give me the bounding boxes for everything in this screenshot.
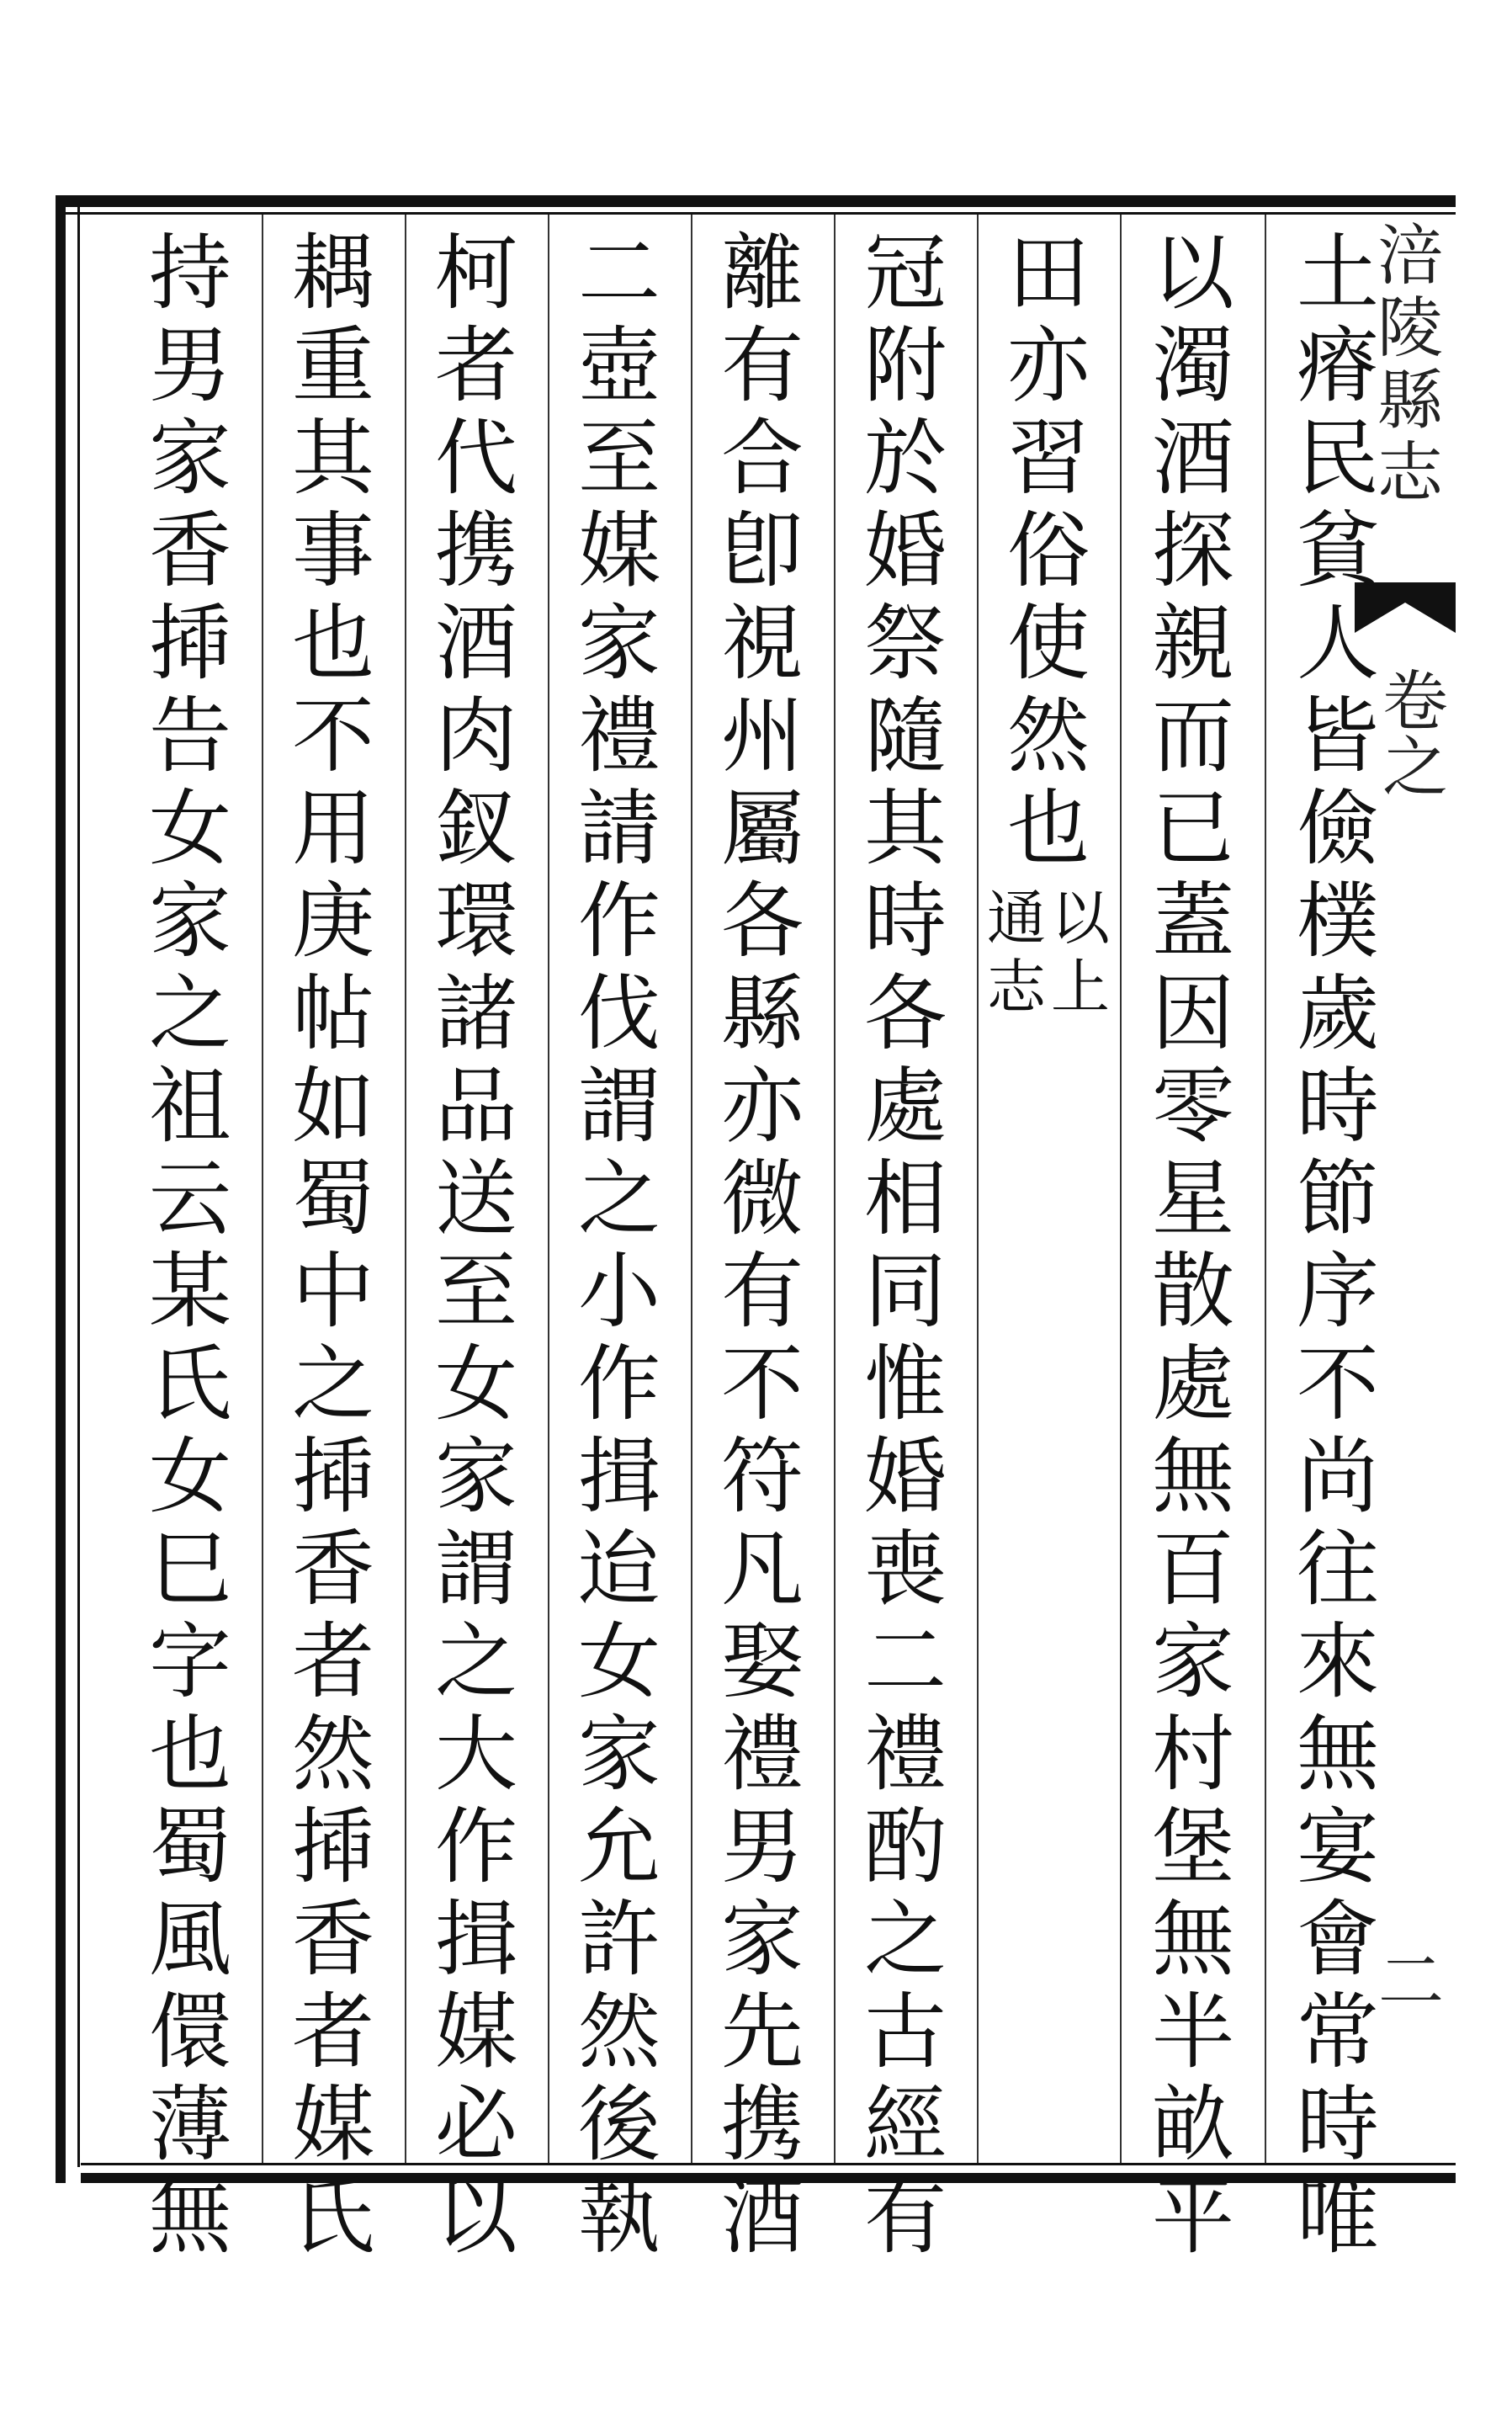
text-character: 瘠 [1296,318,1379,414]
text-character: 使 [1006,596,1090,692]
text-character: 俗 [1006,503,1090,599]
text-character: 蜀 [148,1799,231,1895]
text-character: 尚 [1296,1429,1379,1525]
text-character: 字 [148,1614,231,1710]
text-character: 某 [148,1244,231,1340]
text-character: 香 [148,503,231,599]
text-character: 也 [291,596,374,692]
text-character: 者 [291,1614,374,1710]
text-character: 諸 [434,966,517,1062]
text-character: 釵 [434,781,517,877]
text-character: 氏 [148,1336,231,1432]
text-character: 惟 [863,1336,947,1432]
annotation-character: 通 [987,884,1046,953]
text-character: 其 [291,411,374,507]
text-character: 伐 [577,966,661,1062]
text-character: 百 [1151,1522,1234,1618]
text-character: 之 [434,1614,517,1710]
text-character: 家 [148,874,231,969]
text-character: 禮 [720,1707,804,1803]
text-character: 然 [291,1707,374,1803]
text-character: 女 [148,781,231,877]
text-column [413,227,539,2264]
source-annotation [985,884,1111,1022]
text-character: 亦 [1006,318,1090,414]
text-character: 至 [434,1244,517,1340]
text-character: 之 [863,1892,947,1988]
text-character: 合 [720,411,804,507]
text-character: 事 [291,503,374,599]
text-character: 以 [434,2170,517,2266]
text-character: 星 [1151,1151,1234,1247]
text-character: 媒 [577,503,661,599]
text-character: 風 [148,1892,231,1988]
text-character: 酌 [863,1799,947,1895]
text-character: 大 [434,1707,517,1803]
text-character: 皆 [1296,688,1379,784]
text-character: 也 [148,1707,231,1803]
text-character: 男 [148,318,231,414]
text-character: 有 [720,318,804,414]
text-character: 屬 [720,781,804,877]
text-character: 習 [1006,411,1090,507]
text-character: 零 [1151,1059,1234,1155]
text-character: 微 [720,1151,804,1247]
text-character: 婚 [863,1429,947,1525]
text-character: 於 [863,411,947,507]
text-character: 允 [577,1799,661,1895]
text-character: 女 [434,1336,517,1432]
text-character: 村 [1151,1707,1234,1803]
text-character: 民 [1296,411,1379,507]
text-column [985,227,1111,875]
frame-left-border [56,195,66,2183]
text-character: 各 [720,874,804,969]
text-character: 必 [434,2077,517,2173]
text-character: 家 [577,596,661,692]
column-divider [405,215,406,2163]
text-column [270,227,396,2264]
text-character: 肉 [434,688,517,784]
text-character: 時 [863,874,947,969]
column-divider [977,215,979,2163]
text-character: 柯 [434,226,517,321]
annotation-left [987,884,1046,1022]
text-character: 代 [434,411,517,507]
text-character: 許 [577,1892,661,1988]
text-character: 時 [1296,1059,1379,1155]
text-character: 揷 [148,596,231,692]
text-character: 謂 [577,1059,661,1155]
frame-top-inner-border [56,212,1456,215]
text-character: 執 [577,2170,661,2266]
text-character: 者 [291,1984,374,2080]
text-character: 卽 [720,503,804,599]
volume-label: 卷之 [1371,667,1447,798]
text-character: 土 [1296,226,1379,321]
text-character: 有 [863,2170,947,2266]
text-character: 然 [577,1984,661,2080]
text-character: 也 [1006,781,1090,877]
text-character: 男 [720,1799,804,1895]
text-character: 女 [148,1429,231,1525]
text-character: 蜀 [291,1151,374,1247]
annotation-character: 以 [1051,884,1110,953]
text-character: 中 [291,1244,374,1340]
text-character: 無 [1151,1429,1234,1525]
text-character: 唯 [1296,2170,1379,2266]
text-character: 來 [1296,1614,1379,1710]
annotation-character: 上 [1051,953,1110,1022]
column-divider [834,215,836,2163]
text-character: 耦 [291,226,374,321]
text-column [1275,227,1401,2264]
text-character: 處 [863,1059,947,1155]
text-character: 之 [291,1336,374,1432]
text-character: 不 [291,688,374,784]
text-character: 其 [863,781,947,877]
text-character: 家 [720,1892,804,1988]
text-character: 因 [1151,966,1234,1062]
text-character: 禮 [577,688,661,784]
column-divider [1120,215,1122,2163]
text-character: 縣 [720,966,804,1062]
text-character: 壺 [577,318,661,414]
column-divider [548,215,549,2163]
text-character: 娶 [720,1614,804,1710]
text-character: 時 [1296,2077,1379,2173]
text-character: 凡 [720,1522,804,1618]
text-character: 有 [720,1244,804,1340]
text-character: 同 [863,1244,947,1340]
text-character: 酒 [1151,411,1234,507]
text-character: 州 [720,688,804,784]
text-character: 畝 [1151,2077,1234,2173]
text-character: 蓋 [1151,874,1234,969]
column-divider [1265,215,1266,2163]
text-character: 小 [577,1244,661,1340]
text-character: 酒 [434,596,517,692]
text-character: 濁 [1151,318,1234,414]
text-character: 帖 [291,966,374,1062]
text-character: 先 [720,1984,804,2080]
text-character: 常 [1296,1984,1379,2080]
text-character: 田 [1006,226,1090,321]
text-character: 至 [577,411,661,507]
text-character: 酒 [720,2170,804,2266]
text-character: 之 [148,966,231,1062]
text-character: 薄 [148,2077,231,2173]
text-character: 會 [1296,1892,1379,1988]
text-character: 作 [434,1799,517,1895]
text-character: 携 [434,503,517,599]
text-character: 謂 [434,1522,517,1618]
text-character: 作 [577,1336,661,1432]
text-character: 儉 [1296,781,1379,877]
text-character: 附 [863,318,947,414]
text-character: 持 [148,226,231,321]
text-character: 然 [1006,688,1090,784]
text-character: 揷 [291,1799,374,1895]
text-character: 巳 [148,1522,231,1618]
text-character: 庚 [291,874,374,969]
annotation-right [1051,884,1110,1022]
text-character: 人 [1296,596,1379,692]
text-character: 環 [434,874,517,969]
text-character: 亦 [720,1059,804,1155]
text-character: 家 [148,411,231,507]
text-character: 經 [863,2077,947,2173]
text-character: 媒 [291,2077,374,2173]
text-character: 宴 [1296,1799,1379,1895]
text-character: 氏 [291,2170,374,2266]
text-column [842,227,968,2264]
text-character: 家 [577,1707,661,1803]
text-character: 家 [1151,1614,1234,1710]
text-character: 揷 [291,1429,374,1525]
text-character: 祭 [863,596,947,692]
text-character: 節 [1296,1151,1379,1247]
text-character: 半 [1151,1984,1234,2080]
column-divider [262,215,263,2163]
text-character: 者 [434,318,517,414]
text-character: 以 [1151,226,1234,321]
frame-left-inner-border [77,206,80,2167]
text-character: 用 [291,781,374,877]
text-character: 不 [1296,1336,1379,1432]
text-character: 香 [291,1522,374,1618]
text-character: 各 [863,966,947,1062]
text-character: 二 [577,226,661,321]
text-character: 携 [720,2077,804,2173]
text-character: 後 [577,2077,661,2173]
text-character: 貧 [1296,503,1379,599]
text-character: 如 [291,1059,374,1155]
text-character: 家 [434,1429,517,1525]
text-character: 歲 [1296,966,1379,1062]
text-character: 視 [720,596,804,692]
text-character: 親 [1151,596,1234,692]
column-divider [691,215,692,2163]
text-character: 相 [863,1151,947,1247]
annotation-character: 志 [987,953,1046,1022]
text-character: 祖 [148,1059,231,1155]
text-character: 之 [577,1151,661,1247]
text-character: 往 [1296,1522,1379,1618]
text-character: 符 [720,1429,804,1525]
text-character: 品 [434,1059,517,1155]
text-character: 堡 [1151,1799,1234,1895]
page-number: 二 [1378,1944,1445,2020]
text-column [127,227,253,2264]
text-character: 無 [1151,1892,1234,1988]
text-character: 作 [577,874,661,969]
text-character: 請 [577,781,661,877]
text-character: 隨 [863,688,947,784]
text-character: 揖 [434,1892,517,1988]
text-character: 二 [863,1614,947,1710]
text-character: 序 [1296,1244,1379,1340]
text-character: 喪 [863,1522,947,1618]
text-column [699,227,825,2264]
text-character: 香 [291,1892,374,1988]
text-character: 女 [577,1614,661,1710]
text-character: 揖 [577,1429,661,1525]
text-character: 告 [148,688,231,784]
text-character: 處 [1151,1336,1234,1432]
text-character: 云 [148,1151,231,1247]
text-column [556,227,682,2264]
text-character: 不 [720,1336,804,1432]
text-character: 而 [1151,688,1234,784]
text-character: 古 [863,1984,947,2080]
text-character: 散 [1151,1244,1234,1340]
text-character: 送 [434,1151,517,1247]
text-character: 禮 [863,1707,947,1803]
text-character: 重 [291,318,374,414]
text-character: 冠 [863,226,947,321]
text-character: 探 [1151,503,1234,599]
text-character: 已 [1151,781,1234,877]
frame-top-border [56,195,1456,207]
text-column [1130,227,1256,2264]
text-character: 儇 [148,1984,231,2080]
text-character: 無 [148,2170,231,2266]
text-character: 無 [1296,1707,1379,1803]
text-character: 樸 [1296,874,1379,969]
text-character: 離 [720,226,804,321]
text-character: 迨 [577,1522,661,1618]
text-character: 媒 [434,1984,517,2080]
book-title: 涪陵縣志 [1366,220,1442,510]
text-character: 平 [1151,2170,1234,2266]
text-character: 婚 [863,503,947,599]
